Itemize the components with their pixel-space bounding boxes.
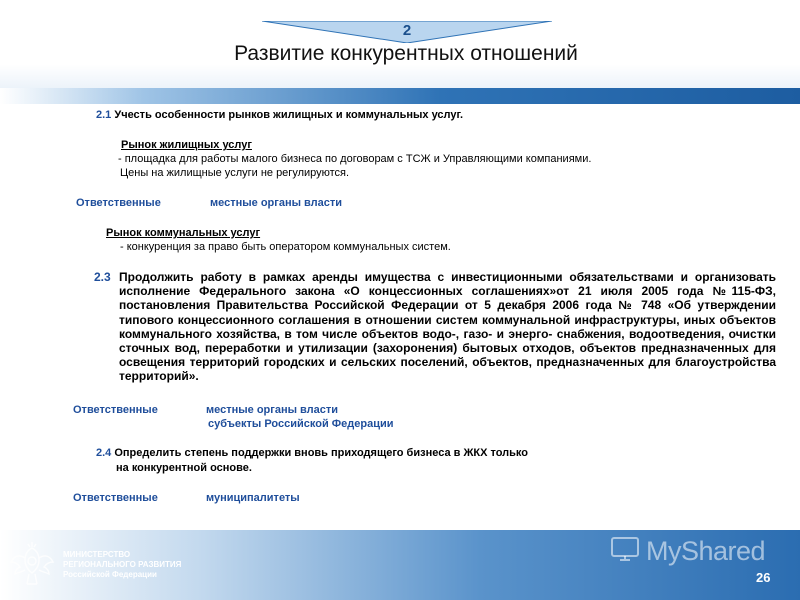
ministry-line-2: РЕГИОНАЛЬНОГО РАЗВИТИЯ	[63, 560, 182, 569]
page-title: Развитие конкурентных отношений	[234, 42, 578, 65]
item-2-1	[96, 109, 463, 122]
item-2-4-line-1	[96, 447, 528, 460]
header-band	[0, 88, 800, 104]
ministry-line-3: Российской Федерации	[63, 570, 157, 579]
item-2-1-text: Учесть особенности рынков жилищных и коммунальных услуг.	[114, 109, 464, 121]
responsible-3-label: Ответственные	[73, 492, 158, 504]
utility-market-line-1: - конкуренция за право быть оператором коммунальных систем.	[120, 241, 451, 253]
watermark-text: MyShared	[646, 536, 766, 566]
responsible-2-value-1: местные органы власти	[206, 404, 339, 416]
ministry-line-1: МИНИСТЕРСТВО	[63, 550, 131, 559]
item-2-3-number: 2.3	[94, 270, 111, 284]
page-number: 26	[756, 570, 771, 585]
housing-market-heading: Рынок жилищных услуг	[121, 139, 252, 151]
responsible-1-value: местные органы власти	[210, 197, 343, 209]
item-2-4-text: Определить степень поддержки вновь приходящего бизнеса в ЖКХ только	[114, 447, 529, 459]
ministry-name	[63, 550, 181, 580]
responsible-1-label: Ответственные	[76, 197, 161, 209]
utility-market-heading: Рынок коммунальных услуг	[106, 227, 261, 239]
item-2-4-line-2: на конкурентной основе.	[116, 462, 252, 474]
item-2-3	[94, 270, 776, 384]
item-2-3-text: Продолжить работу в рамках аренды имущества с инвестиционными обязательствами и организовать исполнение Федерального закона «О концессионных соглашениях»от 21 июля 2005 года №115-ФЗ, постановления Правительства Российской Федерации от 5 декабря 2006 года № 748 «Об утверждении типового концессионного соглашения в отношении систем коммунальной инфраструктуры, иных объектов коммунального хозяйства, в том числе объектов водо-, газо- и энерго- снабжения, водоотведения, очистки сточных вод, переработки и утилизации (захоронения) бытовых отходов, объектов предназначенных для освещения территорий городских и сельских поселений, объектов, предназначенных для благоустройства территорий».	[119, 270, 776, 384]
housing-market-line-1: - площадка для работы малого бизнеса по договорам с ТСЖ и Управляющими компаниями.	[118, 153, 592, 165]
responsible-3-value: муниципалитеты	[206, 492, 300, 504]
section-number: 2	[402, 22, 412, 39]
responsible-2-value-2: субъекты Российской Федерации	[208, 418, 394, 430]
item-2-1-number: 2.1	[96, 109, 112, 121]
responsible-2-label: Ответственные	[73, 404, 158, 416]
housing-market-line-2: Цены на жилищные услуги не регулируются.	[120, 167, 350, 179]
item-2-4-number: 2.4	[96, 447, 112, 459]
coat-of-arms-icon	[8, 540, 56, 592]
